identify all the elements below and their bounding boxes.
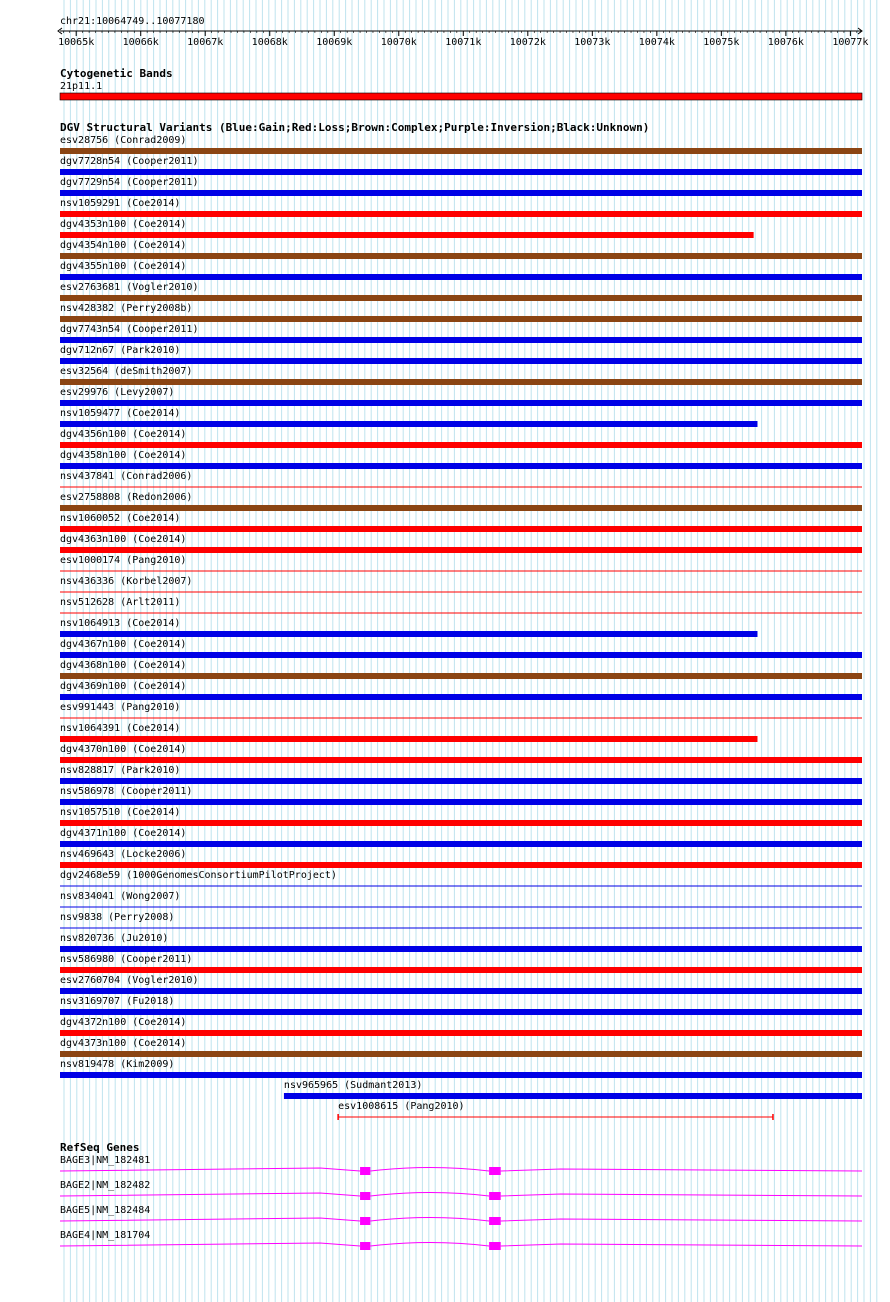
- variant-bar[interactable]: [60, 988, 862, 994]
- variant-label: esv2760704 (Vogler2010): [60, 975, 199, 986]
- ruler-tick-label: 10066k: [122, 37, 159, 48]
- variant-label: nsv586980 (Cooper2011): [60, 954, 193, 965]
- gene-label: BAGE3|NM_182481: [60, 1155, 151, 1166]
- variant-label: nsv828817 (Park2010): [60, 765, 181, 776]
- ruler-tick-label: 10072k: [509, 37, 546, 48]
- variant-label: nsv1064913 (Coe2014): [60, 618, 181, 629]
- variant-label: nsv3169707 (Fu2018): [60, 996, 175, 1007]
- variant-bar[interactable]: [60, 253, 862, 259]
- variant-bar[interactable]: [60, 757, 862, 763]
- gene-exon[interactable]: [489, 1192, 501, 1200]
- ruler-tick-label: 10071k: [445, 37, 482, 48]
- variant-label: dgv4356n100 (Coe2014): [60, 429, 187, 440]
- variant-label: nsv834041 (Wong2007): [60, 891, 181, 902]
- variant-bar[interactable]: [60, 316, 862, 322]
- variant-label: dgv4363n100 (Coe2014): [60, 534, 187, 545]
- variant-bar[interactable]: [60, 400, 862, 406]
- variant-label: esv991443 (Pang2010): [60, 702, 181, 713]
- variant-bar[interactable]: [60, 463, 862, 469]
- variant-bar[interactable]: [60, 190, 862, 196]
- variant-label: nsv428382 (Perry2008b): [60, 303, 193, 314]
- gene-exon[interactable]: [360, 1167, 370, 1175]
- variant-label: nsv965965 (Sudmant2013): [283, 1080, 423, 1091]
- cytoband-track-title: Cytogenetic Bands: [60, 67, 173, 80]
- variant-bar[interactable]: [60, 211, 862, 217]
- ruler-tick-label: 10067k: [187, 37, 224, 48]
- variant-label: dgv4358n100 (Coe2014): [60, 450, 187, 461]
- gene-exon[interactable]: [489, 1167, 501, 1175]
- variant-label: dgv4367n100 (Coe2014): [60, 639, 187, 650]
- variant-bar[interactable]: [60, 820, 862, 826]
- variant-bar[interactable]: [60, 694, 862, 700]
- variant-bar[interactable]: [60, 1051, 862, 1057]
- variant-label: esv1000174 (Pang2010): [60, 555, 187, 566]
- gene-label: BAGE2|NM_182482: [60, 1180, 151, 1191]
- refseq-track-title: RefSeq Genes: [60, 1141, 140, 1154]
- variant-label: dgv4369n100 (Coe2014): [60, 681, 187, 692]
- cytoband-21p11-1[interactable]: [60, 93, 862, 100]
- gene-exon[interactable]: [489, 1242, 501, 1250]
- variant-bar[interactable]: [60, 1072, 862, 1078]
- variant-bar[interactable]: [60, 169, 862, 175]
- variant-bar[interactable]: [60, 631, 757, 637]
- ruler-tick-label: 10069k: [316, 37, 353, 48]
- variant-bar[interactable]: [60, 736, 757, 742]
- location-label: chr21:10064749..10077180: [60, 16, 205, 27]
- ruler-tick-label: 10073k: [574, 37, 611, 48]
- variant-bar[interactable]: [60, 526, 862, 532]
- ruler-tick-label: 10074k: [638, 37, 675, 48]
- variant-label: dgv4354n100 (Coe2014): [60, 240, 187, 251]
- gene-label: BAGE4|NM_181704: [60, 1230, 151, 1241]
- variant-label: nsv1059477 (Coe2014): [60, 408, 181, 419]
- variant-bar[interactable]: [60, 799, 862, 805]
- variant-label: dgv7729n54 (Cooper2011): [60, 177, 199, 188]
- ruler-tick-label: 10075k: [703, 37, 740, 48]
- variant-bar[interactable]: [60, 652, 862, 658]
- ruler-tick-label: 10070k: [380, 37, 417, 48]
- variant-bar[interactable]: [60, 862, 862, 868]
- variant-label: esv32564 (deSmith2007): [60, 366, 193, 377]
- variant-bar[interactable]: [60, 841, 862, 847]
- variant-bar[interactable]: [60, 379, 862, 385]
- gene-exon[interactable]: [360, 1242, 370, 1250]
- ruler-tick-label: 10077k: [832, 37, 869, 48]
- variant-label: dgv4372n100 (Coe2014): [60, 1017, 187, 1028]
- variant-bar[interactable]: [60, 442, 862, 448]
- variant-label: nsv1064391 (Coe2014): [60, 723, 181, 734]
- variant-label: nsv1057510 (Coe2014): [60, 807, 181, 818]
- variant-label: dgv712n67 (Park2010): [60, 345, 181, 356]
- variant-bar[interactable]: [60, 946, 862, 952]
- variant-label: nsv1060052 (Coe2014): [60, 513, 181, 524]
- variant-bar[interactable]: [60, 358, 862, 364]
- variant-label: dgv2468e59 (1000GenomesConsortiumPilotProject): [60, 870, 337, 881]
- dgv-track-title: DGV Structural Variants (Blue:Gain;Red:Loss;Brown:Complex;Purple:Inversion;Black:Unknown): [60, 121, 650, 134]
- variant-label: nsv820736 (Ju2010): [60, 933, 169, 944]
- variant-label: nsv819478 (Kim2009): [60, 1059, 175, 1070]
- variant-bar[interactable]: [60, 274, 862, 280]
- ruler-tick-label: 10068k: [251, 37, 288, 48]
- ruler-tick-label: 10076k: [767, 37, 804, 48]
- variant-label: nsv1059291 (Coe2014): [60, 198, 181, 209]
- variant-label: esv2758808 (Redon2006): [60, 492, 193, 503]
- variant-bar[interactable]: [60, 421, 757, 427]
- variant-bar[interactable]: [60, 547, 862, 553]
- variant-label: nsv9838 (Perry2008): [60, 912, 175, 923]
- gene-exon[interactable]: [360, 1217, 370, 1225]
- gene-exon[interactable]: [489, 1217, 501, 1225]
- variant-label: nsv436336 (Korbel2007): [60, 576, 193, 587]
- variant-label: esv29976 (Levy2007): [60, 387, 175, 398]
- variant-label: esv2763681 (Vogler2010): [60, 282, 199, 293]
- variant-bar[interactable]: [60, 1009, 862, 1015]
- variant-label: nsv586978 (Cooper2011): [60, 786, 193, 797]
- variant-label: nsv437841 (Conrad2006): [60, 471, 193, 482]
- variant-label: dgv4371n100 (Coe2014): [60, 828, 187, 839]
- variant-label: nsv469643 (Locke2006): [60, 849, 187, 860]
- variant-bar[interactable]: [60, 505, 862, 511]
- variant-bar[interactable]: [60, 778, 862, 784]
- ruler-tick-label: 10065k: [58, 37, 95, 48]
- variant-label: dgv7728n54 (Cooper2011): [60, 156, 199, 167]
- variant-label: dgv7743n54 (Cooper2011): [60, 324, 199, 335]
- variant-bar[interactable]: [60, 295, 862, 301]
- variant-label: dgv4373n100 (Coe2014): [60, 1038, 187, 1049]
- variant-label: esv28756 (Conrad2009): [60, 135, 187, 146]
- variant-label: dgv4368n100 (Coe2014): [60, 660, 187, 671]
- variant-bar[interactable]: [60, 673, 862, 679]
- variant-bar[interactable]: [60, 232, 754, 238]
- variant-bar[interactable]: [60, 967, 862, 973]
- gene-exon[interactable]: [360, 1192, 370, 1200]
- variant-label: esv1008615 (Pang2010): [338, 1101, 465, 1112]
- variant-bar[interactable]: [60, 337, 862, 343]
- gene-label: BAGE5|NM_182484: [60, 1205, 151, 1216]
- variant-bar[interactable]: [60, 1030, 862, 1036]
- variant-bar[interactable]: [284, 1093, 862, 1099]
- variant-label: dgv4355n100 (Coe2014): [60, 261, 187, 272]
- cytoband-label: 21p11.1: [60, 81, 103, 92]
- variant-label: nsv512628 (Arlt2011): [60, 597, 181, 608]
- variant-bar[interactable]: [60, 148, 862, 154]
- variant-label: dgv4370n100 (Coe2014): [60, 744, 187, 755]
- variant-label: dgv4353n100 (Coe2014): [60, 219, 187, 230]
